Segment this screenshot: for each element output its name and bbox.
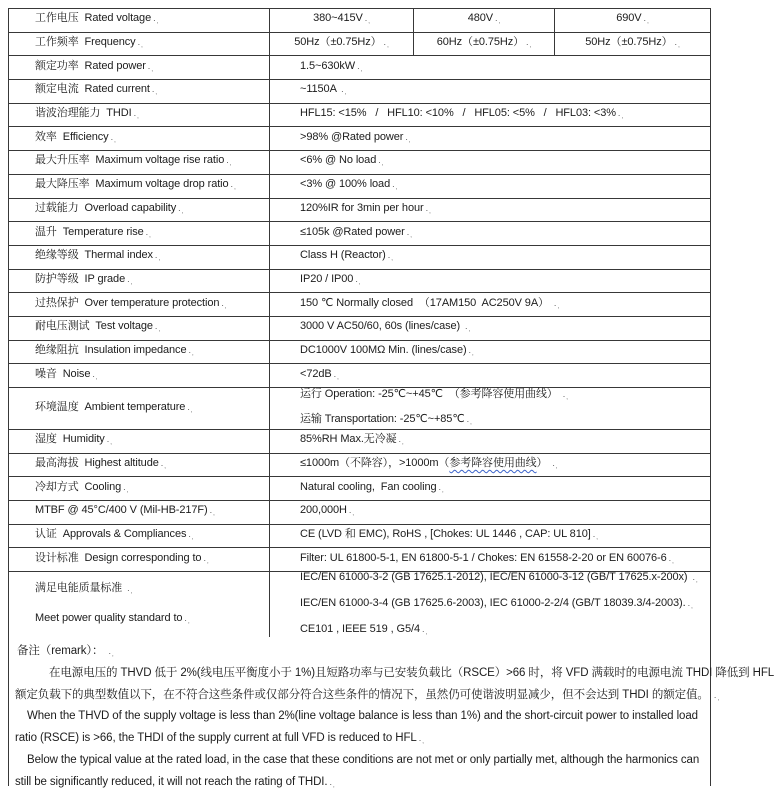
spec-label: 冷却方式 Cooling $._,$ bbox=[35, 480, 129, 494]
spec-value-cell bbox=[270, 341, 710, 364]
spec-label-cell bbox=[9, 364, 270, 387]
spec-value: <3% @ 100% load $._,$ bbox=[300, 178, 398, 192]
spec-value-cell bbox=[270, 270, 710, 293]
spec-value: DC1000V 100MΩ Min. (lines/case) $._,$ bbox=[300, 343, 474, 357]
spec-value-cell bbox=[270, 199, 710, 222]
spec-row bbox=[9, 33, 710, 57]
spec-label-cell bbox=[9, 454, 270, 477]
paragraph-mark: $._,$ bbox=[552, 458, 558, 471]
spec-value-cell bbox=[270, 222, 710, 245]
spec-value: 480V $._,$ bbox=[467, 12, 501, 26]
spec-label: 设计标准 Design corresponding to $._,$ bbox=[35, 551, 209, 565]
text-segment: ） bbox=[536, 457, 551, 470]
paragraph-mark: $._,$ bbox=[592, 529, 598, 542]
spec-value-cell bbox=[270, 525, 710, 548]
spec-value-cells bbox=[270, 9, 710, 32]
spec-row bbox=[9, 525, 710, 549]
paragraph-mark: $._,$ bbox=[178, 202, 184, 215]
paragraph-mark: $._,$ bbox=[357, 60, 363, 73]
spec-label-cell bbox=[9, 293, 270, 316]
spec-label: 满足电能质量标准 $._,$ bbox=[35, 581, 133, 595]
spec-value: ≤105k @Rated power $._,$ bbox=[300, 225, 412, 239]
spec-table bbox=[8, 8, 711, 638]
paragraph-mark: $._,$ bbox=[468, 344, 474, 357]
remark-section bbox=[8, 637, 774, 789]
paragraph-mark: $._,$ bbox=[188, 529, 194, 542]
spec-row bbox=[9, 9, 710, 33]
spec-value: CE101 , IEEE 519 , G5/4 $._,$ bbox=[300, 622, 428, 636]
spec-label: 最大升压率 Maximum voltage rise ratio $._,$ bbox=[35, 154, 232, 168]
spec-row bbox=[9, 501, 710, 525]
paragraph-mark: $._,$ bbox=[184, 612, 190, 625]
spec-row bbox=[9, 430, 710, 454]
paragraph-mark: $._,$ bbox=[466, 413, 472, 426]
paragraph-mark: $._,$ bbox=[687, 597, 693, 610]
spec-value-cell bbox=[270, 454, 710, 477]
spec-value: 1.5~630kW $._,$ bbox=[300, 59, 363, 73]
spec-row bbox=[9, 151, 710, 175]
remark-line: 在电源电压的 THVD 低于 2%(线电压平衡度小于 1%)且短路功率与已安装负载比（RSCE）>66 时，将 VFD 满载时的电源电流 THDI 降低到 HFL bbox=[49, 666, 774, 679]
spec-value-cell bbox=[270, 175, 710, 198]
spec-value-cell bbox=[270, 151, 710, 174]
spec-label-cell bbox=[9, 341, 270, 364]
spec-label-cell bbox=[9, 430, 270, 453]
remark-line: 备注（remark）： $._,$ bbox=[17, 645, 114, 658]
paragraph-mark: $._,$ bbox=[562, 388, 568, 401]
spec-label: 认证 Approvals & Compliances $._,$ bbox=[35, 528, 194, 542]
spec-row bbox=[9, 317, 710, 341]
paragraph-mark: $._,$ bbox=[364, 13, 370, 26]
spec-label: 绝缘等级 Thermal index $._,$ bbox=[35, 249, 161, 263]
spec-label-cell bbox=[9, 572, 270, 637]
spec-row bbox=[9, 104, 710, 128]
paragraph-mark: $._,$ bbox=[147, 60, 153, 73]
spec-value: 运行 Operation: -25℃~+45℃ （参考降容使用曲线） $._,$ bbox=[300, 387, 568, 401]
paragraph-mark: $._,$ bbox=[438, 481, 444, 494]
spec-row bbox=[9, 246, 710, 270]
paragraph-mark: $._,$ bbox=[387, 250, 393, 263]
spec-value: 60Hz（±0.75Hz） $._,$ bbox=[436, 36, 532, 50]
paragraph-mark: $._,$ bbox=[145, 226, 151, 239]
spec-value: 50Hz（±0.75Hz） $._,$ bbox=[585, 36, 680, 50]
paragraph-mark: $._,$ bbox=[526, 37, 532, 50]
spec-label-cell bbox=[9, 548, 270, 571]
paragraph-mark: $._,$ bbox=[151, 84, 158, 97]
remark-line: 额定负载下的典型数值以下，在不符合这些条件或仅部分符合这些条件的情况下，虽然仍可使谐波明显减少，但不会达到 THDI 的额定值。 $._,$ bbox=[15, 688, 720, 702]
spec-value: 690V $._,$ bbox=[616, 12, 649, 26]
spec-value-cell bbox=[270, 477, 710, 500]
spec-value-cell bbox=[270, 127, 710, 150]
spec-row bbox=[9, 199, 710, 223]
spec-subcell bbox=[555, 33, 710, 56]
paragraph-mark: $._,$ bbox=[643, 13, 649, 26]
spec-label-cell bbox=[9, 222, 270, 245]
paragraph-mark: $._,$ bbox=[329, 776, 335, 789]
spec-label: 环境温度 Ambient temperature $._,$ bbox=[35, 400, 193, 414]
spec-label-cell bbox=[9, 9, 270, 32]
spec-value-cells bbox=[270, 33, 710, 56]
spec-value-cell bbox=[270, 56, 710, 79]
paragraph-mark: $._,$ bbox=[209, 505, 215, 518]
spec-value: ~1150A $._,$ bbox=[300, 83, 347, 97]
paragraph-mark: $._,$ bbox=[92, 368, 98, 381]
spec-value-cell bbox=[270, 317, 710, 340]
spec-value: Natural cooling, Fan cooling $._,$ bbox=[300, 480, 444, 494]
spec-value-cell bbox=[270, 246, 710, 269]
spec-label-cell bbox=[9, 127, 270, 150]
spec-value: 50Hz（±0.75Hz） $._,$ bbox=[294, 36, 389, 50]
spec-value-cell bbox=[270, 104, 710, 127]
spec-value: 120%IR for 3min per hour $._,$ bbox=[300, 201, 431, 215]
spec-label: 过热保护 Over temperature protection $._,$ bbox=[35, 296, 227, 310]
paragraph-mark: $._,$ bbox=[127, 273, 133, 286]
spec-value-cell bbox=[270, 388, 710, 429]
spec-row bbox=[9, 270, 710, 294]
spec-value: IP20 / IP00 $._,$ bbox=[300, 272, 361, 286]
spec-value-cell bbox=[270, 572, 710, 637]
spec-label-cell bbox=[9, 246, 270, 269]
spec-value: 运输 Transportation: -25℃~+85℃ $._,$ bbox=[300, 412, 472, 426]
spec-row bbox=[9, 293, 710, 317]
spec-label-cell bbox=[9, 80, 270, 103]
spec-label: 谐波治理能力 THDI $._,$ bbox=[35, 107, 139, 121]
spec-label: 工作频率 Frequency $._,$ bbox=[35, 36, 143, 50]
paragraph-mark: $._,$ bbox=[668, 552, 674, 565]
paragraph-mark: $._,$ bbox=[617, 108, 624, 121]
spec-label-cell bbox=[9, 501, 270, 524]
paragraph-mark: $._,$ bbox=[383, 37, 389, 50]
spec-value-cell bbox=[270, 501, 710, 524]
paragraph-mark: $._,$ bbox=[226, 155, 232, 168]
spec-row bbox=[9, 127, 710, 151]
spec-label: 温升 Temperature rise $._,$ bbox=[35, 225, 151, 239]
spec-label: 额定电流 Rated current $._,$ bbox=[35, 83, 158, 97]
spec-label-cell bbox=[9, 56, 270, 79]
spec-label: 工作电压 Rated voltage $._,$ bbox=[35, 12, 159, 26]
paragraph-mark: $._,$ bbox=[406, 226, 412, 239]
spec-value: Class H (Reactor) $._,$ bbox=[300, 249, 393, 263]
paragraph-mark: $._,$ bbox=[341, 84, 347, 97]
spec-label: 耐电压测试 Test voltage $._,$ bbox=[35, 320, 161, 334]
spec-row bbox=[9, 175, 710, 199]
spec-label: 最高海拔 Highest altitude $._,$ bbox=[35, 457, 166, 471]
spec-label-cell bbox=[9, 175, 270, 198]
spec-value: >98% @Rated power $._,$ bbox=[300, 130, 411, 144]
paragraph-mark: $._,$ bbox=[154, 250, 161, 263]
paragraph-mark: $._,$ bbox=[123, 481, 129, 494]
paragraph-mark: $._,$ bbox=[553, 297, 560, 310]
spec-label-cell bbox=[9, 317, 270, 340]
spec-value-cell bbox=[270, 430, 710, 453]
spec-value: 150 ℃ Normally closed （17AM150 AC250V 9A） $._,$ bbox=[300, 296, 560, 310]
paragraph-mark: $._,$ bbox=[203, 552, 209, 565]
remark-line: ratio (RSCE) is >66, the THDI of the supply current at full VFD is reduced to HFL $._,$ bbox=[15, 732, 424, 746]
spec-value-cell bbox=[270, 293, 710, 316]
spec-value: <72dB $._,$ bbox=[300, 367, 339, 381]
paragraph-mark: $._,$ bbox=[137, 37, 143, 50]
spec-label: 过载能力 Overload capability $._,$ bbox=[35, 201, 184, 215]
spec-label-cell bbox=[9, 270, 270, 293]
paragraph-mark: $._,$ bbox=[221, 297, 227, 310]
spec-value: Filter: UL 61800-5-1, EN 61800-5-1 / Chokes: EN 61558-2-20 or EN 60076-6 $._,$ bbox=[300, 551, 674, 565]
paragraph-mark: $._,$ bbox=[106, 434, 112, 447]
spec-value: IEC/EN 61000-3-2 (GB 17625.1-2012), IEC/EN 61000-3-12 (GB/T 17625.x-200x) $._,$ bbox=[300, 570, 698, 584]
spec-row bbox=[9, 341, 710, 365]
spec-value bbox=[300, 453, 710, 477]
paragraph-mark: $._,$ bbox=[127, 582, 133, 595]
paragraph-mark: $._,$ bbox=[154, 321, 161, 334]
spec-label: 湿度 Humidity $._,$ bbox=[35, 433, 112, 447]
spec-value: CE (LVD 和 EMC), RoHS , [Chokes: UL 1446 , CAP: UL 810] $._,$ bbox=[300, 528, 598, 542]
paragraph-mark: $._,$ bbox=[425, 202, 431, 215]
spec-value: HFL15: <15% / HFL10: <10% / HFL05: <5% / HFL03: <3% $._,$ bbox=[300, 107, 624, 121]
remark-line: Below the typical value at the rated load, in the case that these conditions are not met or only partially met, although the harmonics can bbox=[27, 753, 700, 766]
paragraph-mark: $._,$ bbox=[674, 37, 680, 50]
spec-label: 绝缘阻抗 Insulation impedance $._,$ bbox=[35, 343, 194, 357]
paragraph-mark: $._,$ bbox=[398, 434, 404, 447]
spec-label: MTBF @ 45°C/400 V (Mil-HB-217F) $._,$ bbox=[35, 504, 215, 518]
paragraph-mark: $._,$ bbox=[355, 273, 361, 286]
spellcheck-wavy-text: 参考降容使用曲线 bbox=[449, 457, 537, 470]
paragraph-mark: $._,$ bbox=[422, 623, 428, 636]
spec-subcell bbox=[270, 33, 414, 56]
paragraph-mark: $._,$ bbox=[133, 108, 139, 121]
spec-subcell bbox=[555, 9, 710, 32]
spec-subcell bbox=[414, 9, 555, 32]
spec-label: 噪音 Noise $._,$ bbox=[35, 367, 98, 381]
text-segment: ≤1000m（不降容），>1000m（ bbox=[300, 457, 450, 470]
spec-value: 200,000H $._,$ bbox=[300, 504, 355, 518]
spec-subcell bbox=[270, 9, 414, 32]
paragraph-mark: $._,$ bbox=[333, 368, 339, 381]
paragraph-mark: $._,$ bbox=[108, 646, 114, 658]
paragraph-mark: $._,$ bbox=[153, 13, 159, 26]
spec-label-cell bbox=[9, 104, 270, 127]
spec-row bbox=[9, 80, 710, 104]
spec-row bbox=[9, 222, 710, 246]
paragraph-mark: $._,$ bbox=[392, 179, 398, 192]
remark-line: When the THVD of the supply voltage is less than 2%(line voltage balance is less than 1%) and the short-circuit power to installed load bbox=[27, 710, 698, 723]
spec-row bbox=[9, 572, 710, 638]
spec-value: 380~415V $._,$ bbox=[313, 12, 370, 26]
spec-label-cell bbox=[9, 477, 270, 500]
spec-value: 85%RH Max.无冷凝 $._,$ bbox=[300, 433, 404, 447]
spec-row bbox=[9, 388, 710, 430]
paragraph-mark: $._,$ bbox=[418, 733, 424, 746]
spec-value-cell bbox=[270, 80, 710, 103]
spec-value: 3000 V AC50/60, 60s (lines/case) $._,$ bbox=[300, 320, 471, 334]
spec-label-cell bbox=[9, 199, 270, 222]
spec-subcell bbox=[414, 33, 555, 56]
paragraph-mark: $._,$ bbox=[465, 321, 471, 334]
spec-value: IEC/EN 61000-3-4 (GB 17625.6-2003), IEC 61000-2-2/4 (GB/T 18039.3/4-2003). $._,$ bbox=[300, 596, 693, 610]
spec-label: Meet power quality standard to $._,$ bbox=[35, 611, 190, 625]
spec-row bbox=[9, 477, 710, 501]
spec-label: 最大降压率 Maximum voltage drop ratio $._,$ bbox=[35, 178, 236, 192]
spec-label-cell bbox=[9, 388, 270, 429]
spec-label-cell bbox=[9, 33, 270, 56]
spec-value: <6% @ No load $._,$ bbox=[300, 154, 384, 168]
paragraph-mark: $._,$ bbox=[188, 344, 194, 357]
paragraph-mark: $._,$ bbox=[713, 689, 720, 702]
paragraph-mark: $._,$ bbox=[348, 505, 355, 518]
spec-row bbox=[9, 454, 710, 478]
paragraph-mark: $._,$ bbox=[110, 131, 116, 144]
paragraph-mark: $._,$ bbox=[692, 571, 698, 584]
paragraph-mark: $._,$ bbox=[160, 458, 166, 471]
paragraph-mark: $._,$ bbox=[495, 13, 501, 26]
paragraph-mark: $._,$ bbox=[187, 401, 193, 414]
spec-row bbox=[9, 56, 710, 80]
remark-line: still be significantly reduced, it will not reach the rating of THDI. $._,$ bbox=[15, 775, 335, 789]
paragraph-mark: $._,$ bbox=[230, 179, 236, 192]
paragraph-mark: $._,$ bbox=[405, 131, 411, 144]
spec-label-cell bbox=[9, 525, 270, 548]
spec-label-cell bbox=[9, 151, 270, 174]
spec-label: 额定功率 Rated power $._,$ bbox=[35, 59, 153, 73]
paragraph-mark: $._,$ bbox=[378, 155, 384, 168]
spec-label: 效率 Efficiency $._,$ bbox=[35, 130, 116, 144]
spec-label: 防护等级 IP grade $._,$ bbox=[35, 272, 133, 286]
